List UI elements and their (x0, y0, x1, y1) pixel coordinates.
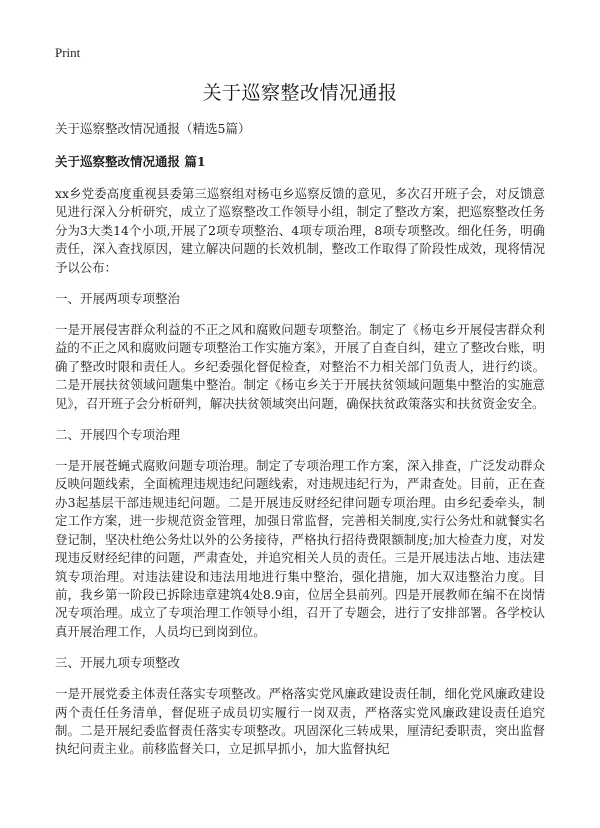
part3-paragraph: 一是开展党委主体责任落实专项整改。严格落实党风廉政建设责任制，细化党风廉政建设两个责任任务清单，督促班子成员切实履行一岗双责，严格落实党风廉政建设责任追究制。二是开展纪委监督责任落实专项整改。巩固深化三转成果，厘清纪委职责，突出监督执纪问责主业。前移监督关口，立足抓早抓小，加大监督执纪 (55, 686, 545, 757)
part2-paragraph: 一是开展苍蝇式腐败问题专项治理。制定了专项治理工作方案，深入排查，广泛发动群众反映问题线索，全面梳理违规违纪问题线索，对违规违纪行为，严肃查处。目前，正在查办3起基层干部违规违纪问题。二是开展违反财经纪律问题专项治理。由乡纪委牵头，制定工作方案，进一步规范资金管理，加强日常监督，完善相关制度,实行公务灶和就餐实名登记制，坚决杜绝公务灶以外的公务接待，严格执行招待费限额制度;加大检查力度，对发现违反财经纪律的问题，严肃查处，并追究相关人员的责任。三是开展违法占地、违法建筑专项治理。对违法建设和违法用地进行集中整治，强化措施，加大双违整治力度。目前，我乡第一阶段已拆除违章建筑4处8.9亩，位居全县前列。四是开展教师在编不在岗情况专项治理。成立了专项治理工作领导小组，召开了专题会，进行了安排部署。各学校认真开展治理工作，人员均已到岗到位。 (55, 458, 545, 639)
part2-heading: 二、开展四个专项治理 (55, 427, 181, 443)
part1-heading: 一、开展两项专项整治 (55, 291, 181, 307)
document-subtitle: 关于巡察整改情况通报（精选5篇） (55, 121, 251, 136)
part3-heading: 三、开展九项专项整改 (55, 655, 181, 671)
print-link[interactable]: Print (55, 45, 81, 60)
page-title: 关于巡察整改情况通报 (202, 82, 398, 104)
part1-paragraph: 一是开展侵害群众利益的不正之风和腐败问题专项整治。制定了《杨屯乡开展侵害群众利益的不正之风和腐败问题专项整治工作实施方案》，开展了自查自纠，建立了整改台账，明确了整改时限和责任人。乡纪委强化督促检查，对整治不力相关部门负责人，进行约谈。二是开展扶贫领域问题集中整治。制定《杨屯乡关于开展扶贫领域问题集中整治的实施意见》，召开班子会分析研判，解决扶贫领域突出问题，确保扶贫政策落实和扶贫资金安全。 (55, 322, 545, 411)
section-title: 关于巡察整改情况通报 篇1 (55, 154, 206, 169)
intro-paragraph: xx乡党委高度重视县委第三巡察组对杨屯乡巡察反馈的意见，多次召开班子会，对反馈意见进行深入分析研究，成立了巡察整改工作领导小组，制定了整改方案，把巡察整改任务分为3大类14个小项,开展了2项专项整治、4项专项治理，8项专项整改。细化任务，明确责任，深入查找原因，建立解决问题的长效机制，整改工作取得了阶段性成效，现将情况予以公布： (55, 186, 545, 275)
document-body (55, 120, 545, 772)
